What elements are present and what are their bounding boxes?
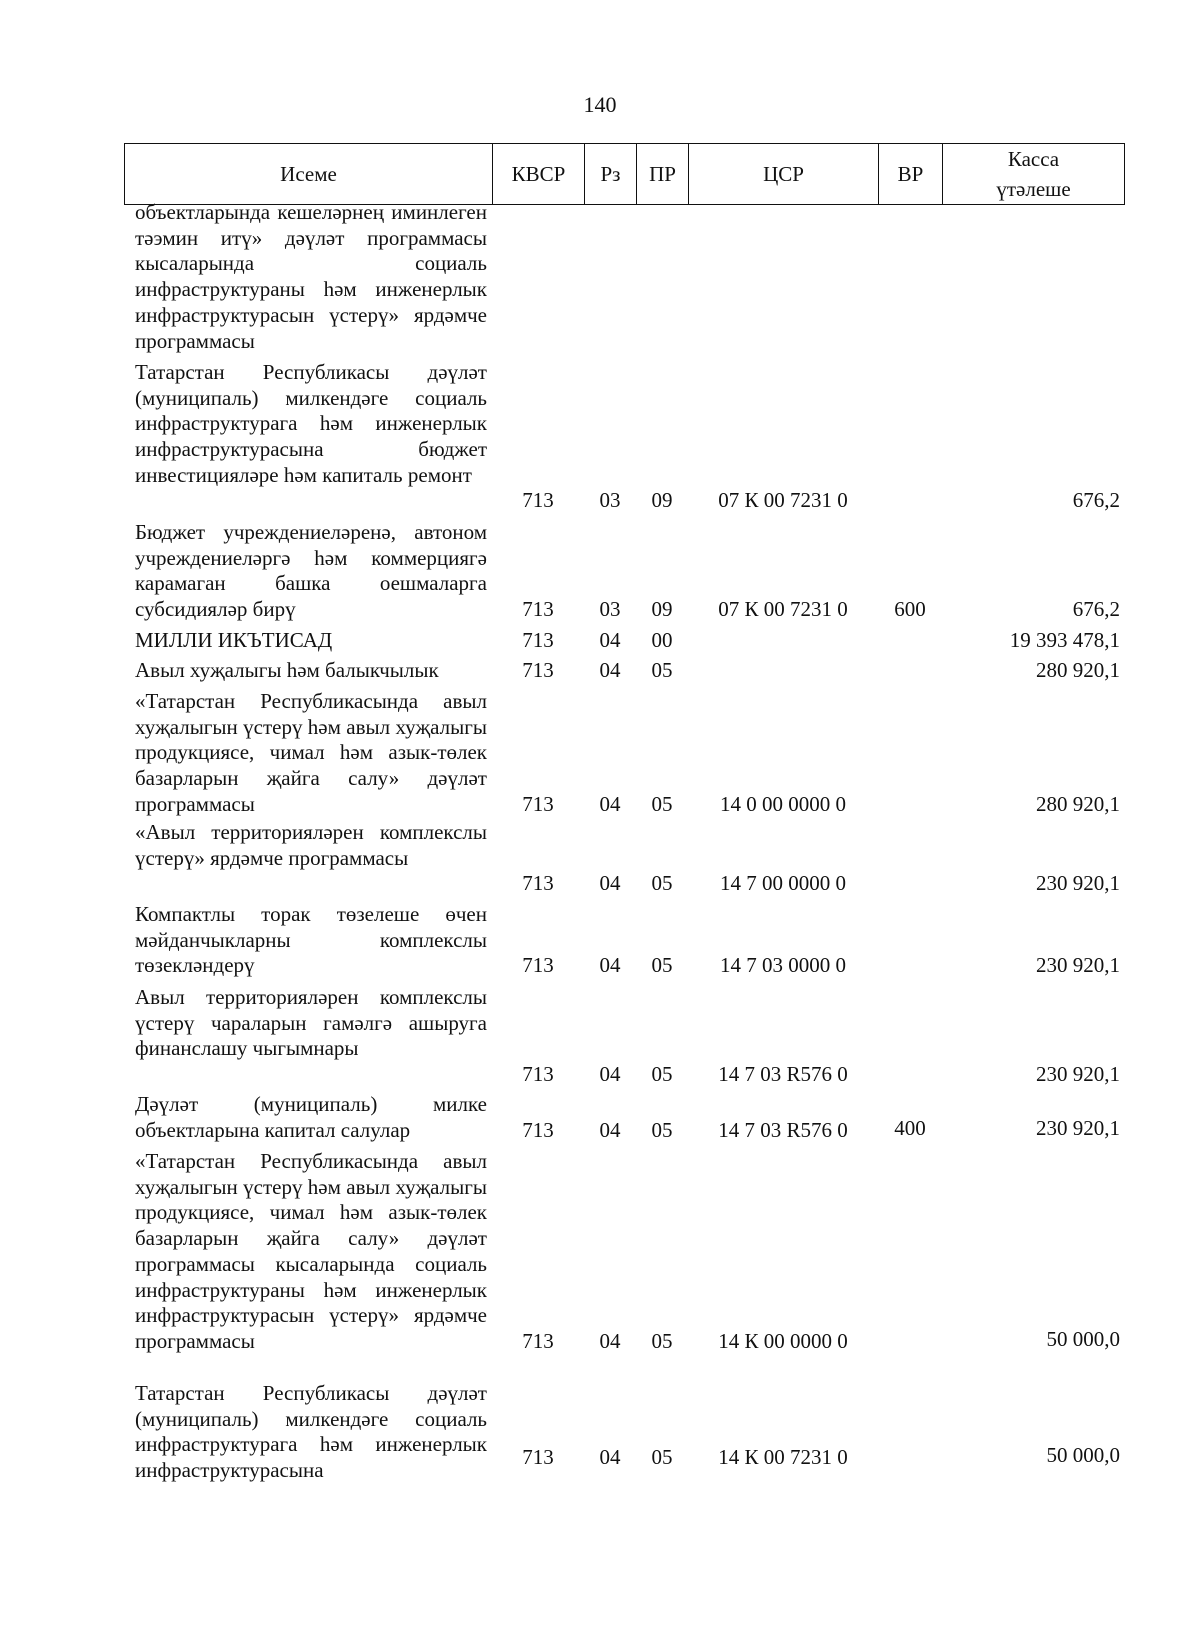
row-kvsr: 713 <box>522 597 554 621</box>
header-name: Исеме <box>125 144 493 205</box>
row-rz: 04 <box>599 953 621 977</box>
row-kvsr: 713 <box>522 1118 554 1142</box>
row-name: МИЛЛИ ИКЪТИСАД <box>135 628 333 652</box>
row-kvsr: 713 <box>522 953 554 977</box>
header-pr: ПР <box>637 144 689 205</box>
row-name: Татарстан Республикасы дәүләт (муниципаль) милкендәге социаль инфраструктурага һәм инженерлык инфраструктурасына бюджет инвестицияләре һәм капиталь ремонт <box>135 360 487 487</box>
row-vr: 400 <box>894 1116 926 1140</box>
row-csr: 14 К 00 0000 0 <box>718 1329 848 1353</box>
table-row <box>0 360 1200 515</box>
row-csr: 14 К 00 7231 0 <box>718 1445 848 1469</box>
table-row <box>0 902 1200 980</box>
row-sum: 19 393 478,1 <box>1009 628 1120 652</box>
row-sum: 230 920,1 <box>1036 1062 1120 1086</box>
header-sum-line2: үтәлеше <box>996 177 1071 201</box>
row-name: Авыл хуҗалыгы һәм балыкчылык <box>135 658 439 682</box>
row-kvsr: 713 <box>522 628 554 652</box>
row-name: объектларында кешеләрнең иминлеген тәэмин итү» дәүләт программасы кысаларында социаль инфраструктураны һәм инженерлык инфраструктурасын үстерү» ярдәмче программасы <box>135 200 487 353</box>
table-row <box>0 689 1200 819</box>
row-sum: 230 920,1 <box>1036 1116 1120 1140</box>
table-row <box>0 628 1200 654</box>
row-name: Татарстан Республикасы дәүләт (муниципаль) милкендәге социаль инфраструктурага һәм инженерлык инфраструктурасына <box>135 1381 487 1483</box>
row-rz: 04 <box>599 792 621 816</box>
row-csr: 07 К 00 7231 0 <box>718 488 848 512</box>
row-csr: 07 К 00 7231 0 <box>718 597 848 621</box>
row-rz: 04 <box>599 658 621 682</box>
header-kvsr: КВСР <box>493 144 585 205</box>
row-sum: 676,2 <box>1072 597 1120 621</box>
row-csr: 14 0 00 0000 0 <box>720 792 846 816</box>
row-kvsr: 713 <box>522 658 554 682</box>
row-name: «Татарстан Республикасында авыл хуҗалыгын үстерү һәм авыл хуҗалыгы продукциясе, чимал һәм азык-төлек базарларын җайга салу» дәүләт программасы кысаларында социаль инфраструктураны һәм инженерлык инфраструктурасын үстерү» ярдәмче программасы <box>135 1149 487 1353</box>
row-sum: 280 920,1 <box>1036 658 1120 682</box>
row-rz: 03 <box>599 488 621 512</box>
table-row <box>0 658 1200 684</box>
row-pr: 05 <box>651 1445 673 1469</box>
row-csr: 14 7 03 R576 0 <box>718 1118 848 1142</box>
row-name: «Татарстан Республикасында авыл хуҗалыгын үстерү һәм авыл хуҗалыгы продукциясе, чимал һәм азык-төлек базарларын җайга салу» дәүләт программасы <box>135 689 487 816</box>
table-row <box>0 820 1200 898</box>
row-csr: 14 7 03 0000 0 <box>720 953 846 977</box>
row-vr: 600 <box>894 597 926 621</box>
header-sum <box>943 144 1125 205</box>
row-pr: 00 <box>651 628 673 652</box>
header-vr: ВР <box>879 144 943 205</box>
row-rz: 04 <box>599 1329 621 1353</box>
row-rz: 04 <box>599 1445 621 1469</box>
row-pr: 09 <box>651 597 673 621</box>
table-row <box>0 1092 1200 1144</box>
table-row <box>0 200 1200 355</box>
row-pr: 05 <box>651 1062 673 1086</box>
row-name: «Авыл территорияләрен комплекслы үстерү» ярдәмче программасы <box>135 820 487 870</box>
row-kvsr: 713 <box>522 871 554 895</box>
row-name: Компактлы торак төзелеше өчен мәйданчыкларны комплекслы төзекләндерү <box>135 902 487 978</box>
row-csr: 14 7 00 0000 0 <box>720 871 846 895</box>
row-pr: 05 <box>651 1329 673 1353</box>
table-row <box>0 985 1200 1089</box>
row-sum: 280 920,1 <box>1036 792 1120 816</box>
row-name: Авыл территорияләрен комплекслы үстерү чараларын гамәлгә ашыруга финанслашу чыгымнары <box>135 985 487 1061</box>
row-pr: 05 <box>651 658 673 682</box>
row-kvsr: 713 <box>522 1329 554 1353</box>
row-rz: 04 <box>599 628 621 652</box>
row-rz: 04 <box>599 871 621 895</box>
row-csr: 14 7 03 R576 0 <box>718 1062 848 1086</box>
row-pr: 05 <box>651 1118 673 1142</box>
row-rz: 04 <box>599 1118 621 1142</box>
row-pr: 05 <box>651 871 673 895</box>
header-rz: Рз <box>585 144 637 205</box>
row-name: Дәүләт (муниципаль) милке объектларына капитал салулар <box>135 1092 487 1142</box>
row-sum: 230 920,1 <box>1036 871 1120 895</box>
row-pr: 05 <box>651 792 673 816</box>
row-sum: 230 920,1 <box>1036 953 1120 977</box>
table-row <box>0 520 1200 624</box>
page-number: 140 <box>583 92 617 117</box>
row-sum: 50 000,0 <box>1046 1327 1120 1351</box>
row-pr: 09 <box>651 488 673 512</box>
header-csr: ЦСР <box>689 144 879 205</box>
row-sum: 50 000,0 <box>1046 1443 1120 1467</box>
row-kvsr: 713 <box>522 1445 554 1469</box>
row-rz: 04 <box>599 1062 621 1086</box>
header-sum-line1: Касса <box>1007 147 1060 171</box>
row-pr: 05 <box>651 953 673 977</box>
row-kvsr: 713 <box>522 792 554 816</box>
row-sum: 676,2 <box>1072 488 1120 512</box>
row-kvsr: 713 <box>522 1062 554 1086</box>
table-row <box>0 1149 1200 1355</box>
table-header <box>124 143 1125 205</box>
table-row <box>0 1381 1200 1485</box>
row-kvsr: 713 <box>522 488 554 512</box>
row-name: Бюджет учреждениеләренә, автоном учреждениеләргә һәм коммерциягә карамаган башка оешмаларга субсидияләр бирү <box>135 520 487 622</box>
row-rz: 03 <box>599 597 621 621</box>
